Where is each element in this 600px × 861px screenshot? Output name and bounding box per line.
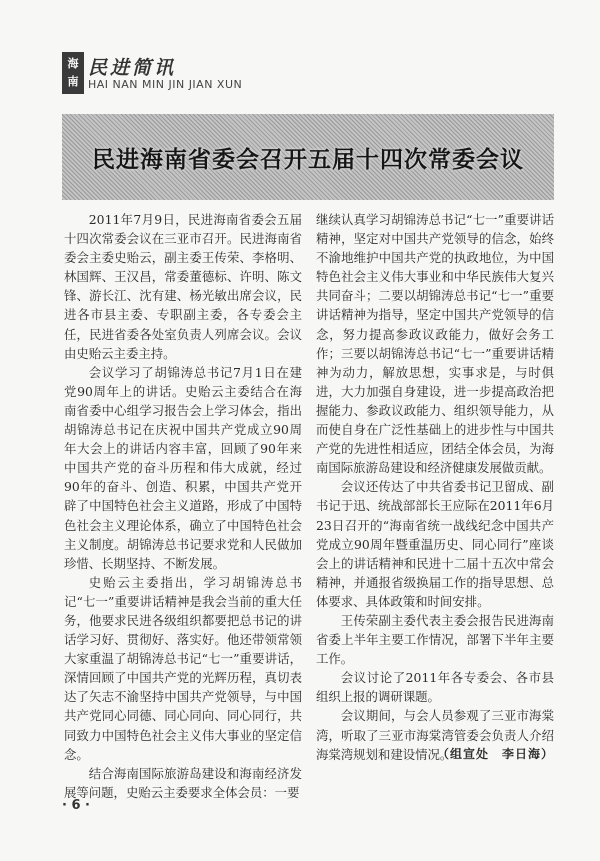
page-number: · 6 · bbox=[62, 798, 90, 813]
paragraph: 会议期间，与会人员参观了三亚市海棠湾，听取了三亚市海棠湾管委会负责人介绍海棠湾规划和建设情况。 bbox=[316, 708, 554, 762]
paragraph: 会议还传达了中共省委书记卫留成、副书记于迅、统战部部长王应际在2011年6月23日召开的“海南省统一战线纪念中国共产党成立90周年暨重温历史、同心同行”座谈会上的讲话精神和民进十二届十五次中常会精神，并通报省级换届工作的指导思想、总体要求、具体政策和时间安排。 bbox=[316, 479, 554, 609]
logo-char-1: 海 bbox=[67, 57, 79, 70]
author-signature: （组宣处 李日海） bbox=[436, 747, 554, 761]
article-column-right bbox=[316, 210, 554, 764]
masthead-subtitle: HAI NAN MIN JIN JIAN XUN bbox=[88, 78, 243, 91]
paragraph: 会议讨论了2011年各专委会、各市县组织上报的调研课题。 bbox=[316, 670, 554, 705]
paragraph: 结合海南国际旅游岛建设和海南经济发展等问题，史贻云主委要求全体会员：一要 bbox=[64, 765, 302, 800]
masthead-title: 民进简讯 bbox=[88, 57, 177, 79]
logo-char-2: 南 bbox=[67, 75, 79, 88]
paragraph: 史贻云主委指出，学习胡锦涛总书记“七一”重要讲话精神是我会当前的重大任务，他要求民进各级组织都要把总书记的讲话学习好、贯彻好、落实好。他还带领常领大家重温了胡锦涛总书记“七一”重要讲话，深情回顾了中国共产党的光辉历程，真切表达了矢志不渝坚持中国共产党领导，与中国共产党同心同德、同心同向、同心同行，共同致力中国特色社会主义伟大事业的坚定信念。 bbox=[64, 574, 302, 762]
masthead bbox=[62, 52, 462, 98]
paragraph: 继续认真学习胡锦涛总书记“七一”重要讲话精神，坚定对中国共产党领导的信念，始终不渝地维护中国共产党的执政地位，为中国特色社会主义伟大事业和中华民族伟大复兴共同奋斗；二要以胡锦涛总书记“七一”重要讲话精神为指导，坚定中国共产党领导的信念，努力提高参政议政能力，做好会务工作；三要以胡锦涛总书记“七一”重要讲话精神为动力，解放思想，实事求是，与时俱进，大力加强自身建设，进一步提高政治把握能力、参政议政能力、组织领导能力，从而使自身在广泛性基础上的进步性与中国共产党的先进性相适应，团结全体会员，为海南国际旅游岛建设和经济健康发展做贡献。 bbox=[316, 212, 554, 476]
article-column-left bbox=[64, 210, 302, 802]
magazine-logo bbox=[62, 52, 84, 94]
article-title-banner bbox=[62, 114, 554, 200]
paragraph: 王传荣副主委代表主委会报告民进海南省委上半年主要工作情况，部署下半年主要工作。 bbox=[316, 612, 554, 667]
article-title: 民进海南省委会召开五届十四次常委会议 bbox=[92, 146, 524, 173]
paragraph: 会议学习了胡锦涛总书记7月1日在建党90周年上的讲话。史贻云主委结合在海南省委中心组学习报告会上学习体会，指出胡锦涛总书记在庆祝中国共产党成立90周年大会上的讲话内容丰富，回顾了90年来中国共产党的奋斗历程和伟大成就，经过90年的奋斗、创造、积累，中国共产党开辟了中国特色社会主义道路，形成了中国特色社会主义理论体系，确立了中国特色社会主义制度。胡锦涛总书记要求党和人民做加珍惜、长期坚持、不断发展。 bbox=[64, 364, 302, 571]
paragraph: 2011年7月9日，民进海南省委会五届十四次常委会议在三亚市召开。民进海南省委会主委史贻云，副主委王传荣、李格明、林国辉、王汉昌，常委董德标、许明、陈文锋、游长江、沈有建、杨光敏出席会议，民进各市县主委、专职副主委，各专委会主任，民进省委各处室负责人列席会议。会议由史贻云主委主持。 bbox=[64, 212, 302, 361]
